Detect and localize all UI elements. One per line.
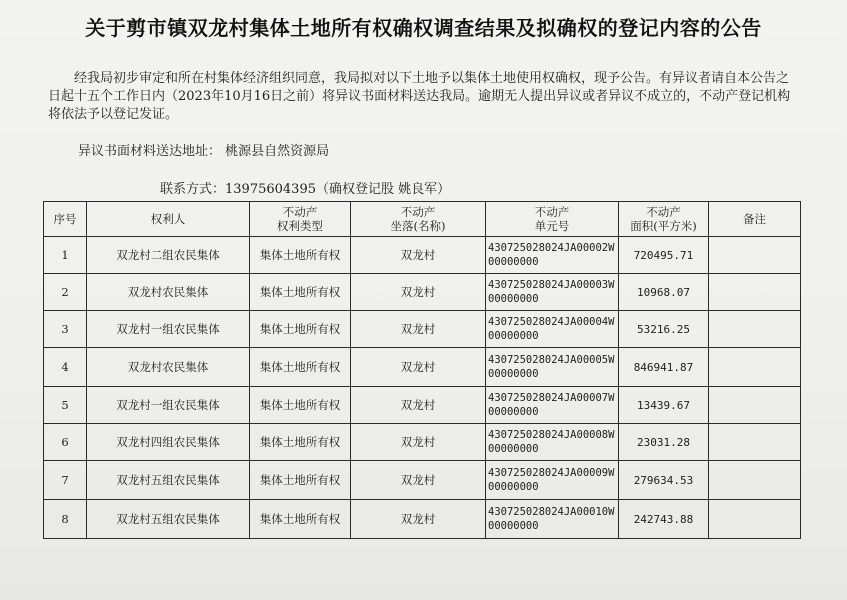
header-seq: 序号 (44, 202, 87, 237)
header-right-type-line2: 权利类型 (277, 219, 323, 233)
notice-body: 经我局初步审定和所在村集体经济组织同意，我局拟对以下土地予以集体土地使用权确权，现予公告。有异议者请自本公告之日起十五个工作日内（2023年10月16日之前）将异议书面材料送达我局。逾期无人提出异议或者异议不成立的，不动产登记机构将依法予以登记发证。 (48, 71, 791, 122)
notice-title: 关于剪市镇双龙村集体土地所有权确权调查结果及拟确权的登记内容的公告 (85, 16, 762, 40)
cell-right-type: 集体土地所有权 (250, 424, 351, 461)
header-location (351, 202, 486, 237)
cell-remark (709, 348, 801, 387)
cell-unit-number (486, 348, 619, 387)
cell-seq: 5 (44, 387, 87, 424)
header-owner: 权利人 (87, 202, 250, 237)
cell-remark (709, 461, 801, 500)
unit-number-line2: 00000000 (488, 406, 539, 418)
header-unit-number-line1: 不动产 (534, 205, 570, 219)
unit-number-line2: 00000000 (488, 330, 539, 342)
cell-right-type: 集体土地所有权 (250, 461, 351, 500)
unit-number-line2: 00000000 (488, 256, 539, 268)
table-row (44, 237, 801, 274)
contact-info: 联系方式：13975604395（确权登记股 姚良军） (160, 182, 451, 197)
cell-area: 13439.67 (619, 387, 709, 424)
unit-number-line1: 430725028024JA00005W (488, 354, 615, 366)
cell-owner: 双龙村五组农民集体 (87, 461, 250, 500)
cell-seq: 8 (44, 500, 87, 539)
cell-area: 720495.71 (619, 237, 709, 274)
header-location-line1: 不动产 (400, 205, 436, 219)
cell-unit-number (486, 424, 619, 461)
unit-number-line1: 430725028024JA00010W (488, 506, 615, 518)
table-row (44, 348, 801, 387)
cell-owner: 双龙村四组农民集体 (87, 424, 250, 461)
header-unit-number-line2: 单元号 (534, 219, 570, 233)
cell-seq: 2 (44, 274, 87, 311)
unit-number-line2: 00000000 (488, 520, 539, 532)
unit-number-line1: 430725028024JA00002W (488, 242, 615, 254)
header-right-type (250, 202, 351, 237)
cell-remark (709, 274, 801, 311)
header-location-line2: 坐落(名称) (390, 219, 446, 233)
cell-location: 双龙村 (351, 387, 486, 424)
cell-owner: 双龙村二组农民集体 (87, 237, 250, 274)
cell-right-type: 集体土地所有权 (250, 348, 351, 387)
cell-location: 双龙村 (351, 311, 486, 348)
unit-number-line2: 00000000 (488, 443, 539, 455)
cell-area: 10968.07 (619, 274, 709, 311)
table-row (44, 424, 801, 461)
cell-remark (709, 387, 801, 424)
unit-number-line1: 430725028024JA00009W (488, 467, 615, 479)
cell-area: 242743.88 (619, 500, 709, 539)
header-remark: 备注 (709, 202, 801, 237)
cell-seq: 1 (44, 237, 87, 274)
cell-location: 双龙村 (351, 274, 486, 311)
cell-right-type: 集体土地所有权 (250, 311, 351, 348)
cell-location: 双龙村 (351, 461, 486, 500)
cell-area: 279634.53 (619, 461, 709, 500)
cell-owner: 双龙村农民集体 (87, 274, 250, 311)
header-area (619, 202, 709, 237)
table-row (44, 311, 801, 348)
cell-location: 双龙村 (351, 237, 486, 274)
cell-unit-number (486, 237, 619, 274)
cell-area: 23031.28 (619, 424, 709, 461)
unit-number-line2: 00000000 (488, 293, 539, 305)
registration-table (43, 201, 801, 539)
table-header-row (44, 202, 801, 237)
cell-seq: 4 (44, 348, 87, 387)
cell-right-type: 集体土地所有权 (250, 387, 351, 424)
cell-right-type: 集体土地所有权 (250, 237, 351, 274)
cell-unit-number (486, 461, 619, 500)
table-row (44, 461, 801, 500)
cell-unit-number (486, 311, 619, 348)
cell-remark (709, 500, 801, 539)
unit-number-line2: 00000000 (488, 368, 539, 380)
cell-owner: 双龙村农民集体 (87, 348, 250, 387)
unit-number-line1: 430725028024JA00008W (488, 429, 615, 441)
unit-number-line1: 430725028024JA00007W (488, 392, 615, 404)
cell-seq: 6 (44, 424, 87, 461)
objection-address: 异议书面材料送达地址： 桃源县自然资源局 (78, 144, 330, 159)
cell-owner: 双龙村一组农民集体 (87, 311, 250, 348)
header-right-type-line1: 不动产 (282, 205, 318, 219)
cell-location: 双龙村 (351, 500, 486, 539)
header-area-line1: 不动产 (646, 205, 681, 219)
table-row (44, 500, 801, 539)
cell-area: 846941.87 (619, 348, 709, 387)
unit-number-line1: 430725028024JA00004W (488, 316, 615, 328)
unit-number-line1: 430725028024JA00003W (488, 279, 615, 291)
cell-unit-number (486, 387, 619, 424)
cell-remark (709, 237, 801, 274)
cell-right-type: 集体土地所有权 (250, 274, 351, 311)
header-area-line2: 面积(平方米) (630, 219, 697, 233)
cell-remark (709, 311, 801, 348)
cell-right-type: 集体土地所有权 (250, 500, 351, 539)
cell-remark (709, 424, 801, 461)
cell-seq: 7 (44, 461, 87, 500)
table-row (44, 274, 801, 311)
cell-unit-number (486, 500, 619, 539)
cell-unit-number (486, 274, 619, 311)
unit-number-line2: 00000000 (488, 481, 539, 493)
cell-area: 53216.25 (619, 311, 709, 348)
cell-location: 双龙村 (351, 424, 486, 461)
cell-owner: 双龙村一组农民集体 (87, 387, 250, 424)
table-row (44, 387, 801, 424)
header-unit-number (486, 202, 619, 237)
cell-location: 双龙村 (351, 348, 486, 387)
cell-owner: 双龙村五组农民集体 (87, 500, 250, 539)
cell-seq: 3 (44, 311, 87, 348)
